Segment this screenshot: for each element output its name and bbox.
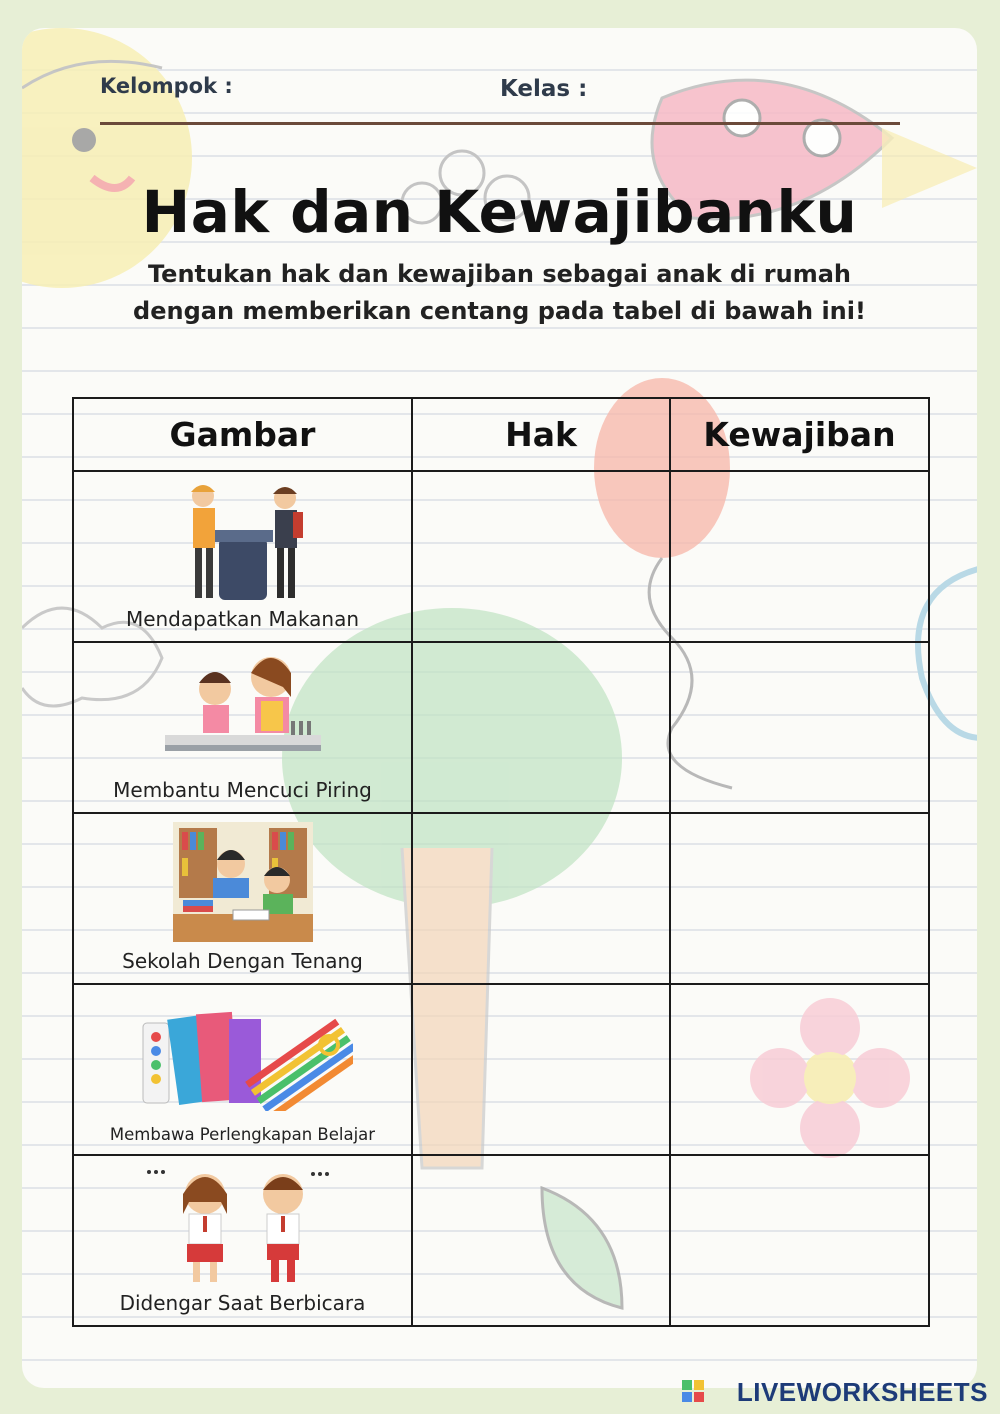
table-header-row	[73, 398, 929, 471]
sun-doodle-icon	[22, 28, 192, 288]
picture-cell	[73, 1155, 412, 1326]
hak-checkbox-cell[interactable]	[412, 642, 670, 813]
hak-checkbox[interactable]	[413, 985, 669, 1154]
table-row	[73, 642, 929, 813]
instructions	[22, 256, 977, 330]
table-row	[73, 471, 929, 642]
table-row	[73, 1155, 929, 1326]
kewajiban-checkbox[interactable]	[671, 985, 928, 1154]
washing-dishes-icon	[163, 651, 323, 763]
kewajiban-checkbox[interactable]	[671, 643, 928, 812]
liveworksheets-brand[interactable]: LIVEWORKSHEETS	[736, 1377, 988, 1407]
group-label: Kelompok :	[100, 74, 233, 98]
kewajiban-checkbox-cell[interactable]	[670, 813, 929, 984]
picture-cell	[73, 813, 412, 984]
hak-checkbox[interactable]	[413, 643, 669, 812]
table-row	[73, 984, 929, 1155]
hak-checkbox-cell[interactable]	[412, 471, 670, 642]
header-divider	[100, 122, 900, 125]
picture-cell	[73, 471, 412, 642]
column-header-gambar: Gambar	[73, 398, 412, 471]
table-row	[73, 813, 929, 984]
hak-checkbox-cell[interactable]	[412, 984, 670, 1155]
picture-caption: Didengar Saat Berbicara	[119, 1291, 366, 1315]
kewajiban-checkbox-cell[interactable]	[670, 642, 929, 813]
hak-checkbox-cell[interactable]	[412, 1155, 670, 1326]
kewajiban-checkbox-cell[interactable]	[670, 471, 929, 642]
hak-checkbox-cell[interactable]	[412, 813, 670, 984]
column-header-kewajiban: Kewajiban	[670, 398, 929, 471]
two-students-talking-icon	[143, 1164, 343, 1286]
kewajiban-checkbox[interactable]	[671, 1156, 928, 1325]
picture-caption: Membantu Mencuci Piring	[113, 778, 372, 802]
kewajiban-checkbox[interactable]	[671, 472, 928, 641]
picture-cell	[73, 984, 412, 1155]
instructions-line-1: Tentukan hak dan kewajiban sebagai anak di rumah	[147, 260, 851, 288]
school-supplies-icon	[133, 993, 353, 1111]
kewajiban-checkbox-cell[interactable]	[670, 1155, 929, 1326]
kewajiban-checkbox-cell[interactable]	[670, 984, 929, 1155]
liveworksheets-logo-icon	[682, 1380, 704, 1402]
worksheet	[22, 28, 977, 1388]
class-label: Kelas :	[500, 76, 588, 102]
picture-cell	[73, 642, 412, 813]
picture-caption: Membawa Perlengkapan Belajar	[109, 1125, 376, 1144]
hak-checkbox[interactable]	[413, 814, 669, 983]
instructions-line-2: dengan memberikan centang pada tabel di bawah ini!	[133, 297, 866, 325]
hak-checkbox[interactable]	[413, 1156, 669, 1325]
hak-checkbox[interactable]	[413, 472, 669, 641]
children-receiving-food-icon	[173, 480, 313, 604]
students-studying-icon	[173, 822, 313, 942]
column-header-hak: Hak	[412, 398, 670, 471]
picture-caption: Mendapatkan Makanan	[125, 607, 360, 631]
picture-caption: Sekolah Dengan Tenang	[122, 949, 363, 973]
rights-duties-table	[72, 397, 930, 1327]
kewajiban-checkbox[interactable]	[671, 814, 928, 983]
page-title: Hak dan Kewajibanku	[141, 178, 858, 246]
